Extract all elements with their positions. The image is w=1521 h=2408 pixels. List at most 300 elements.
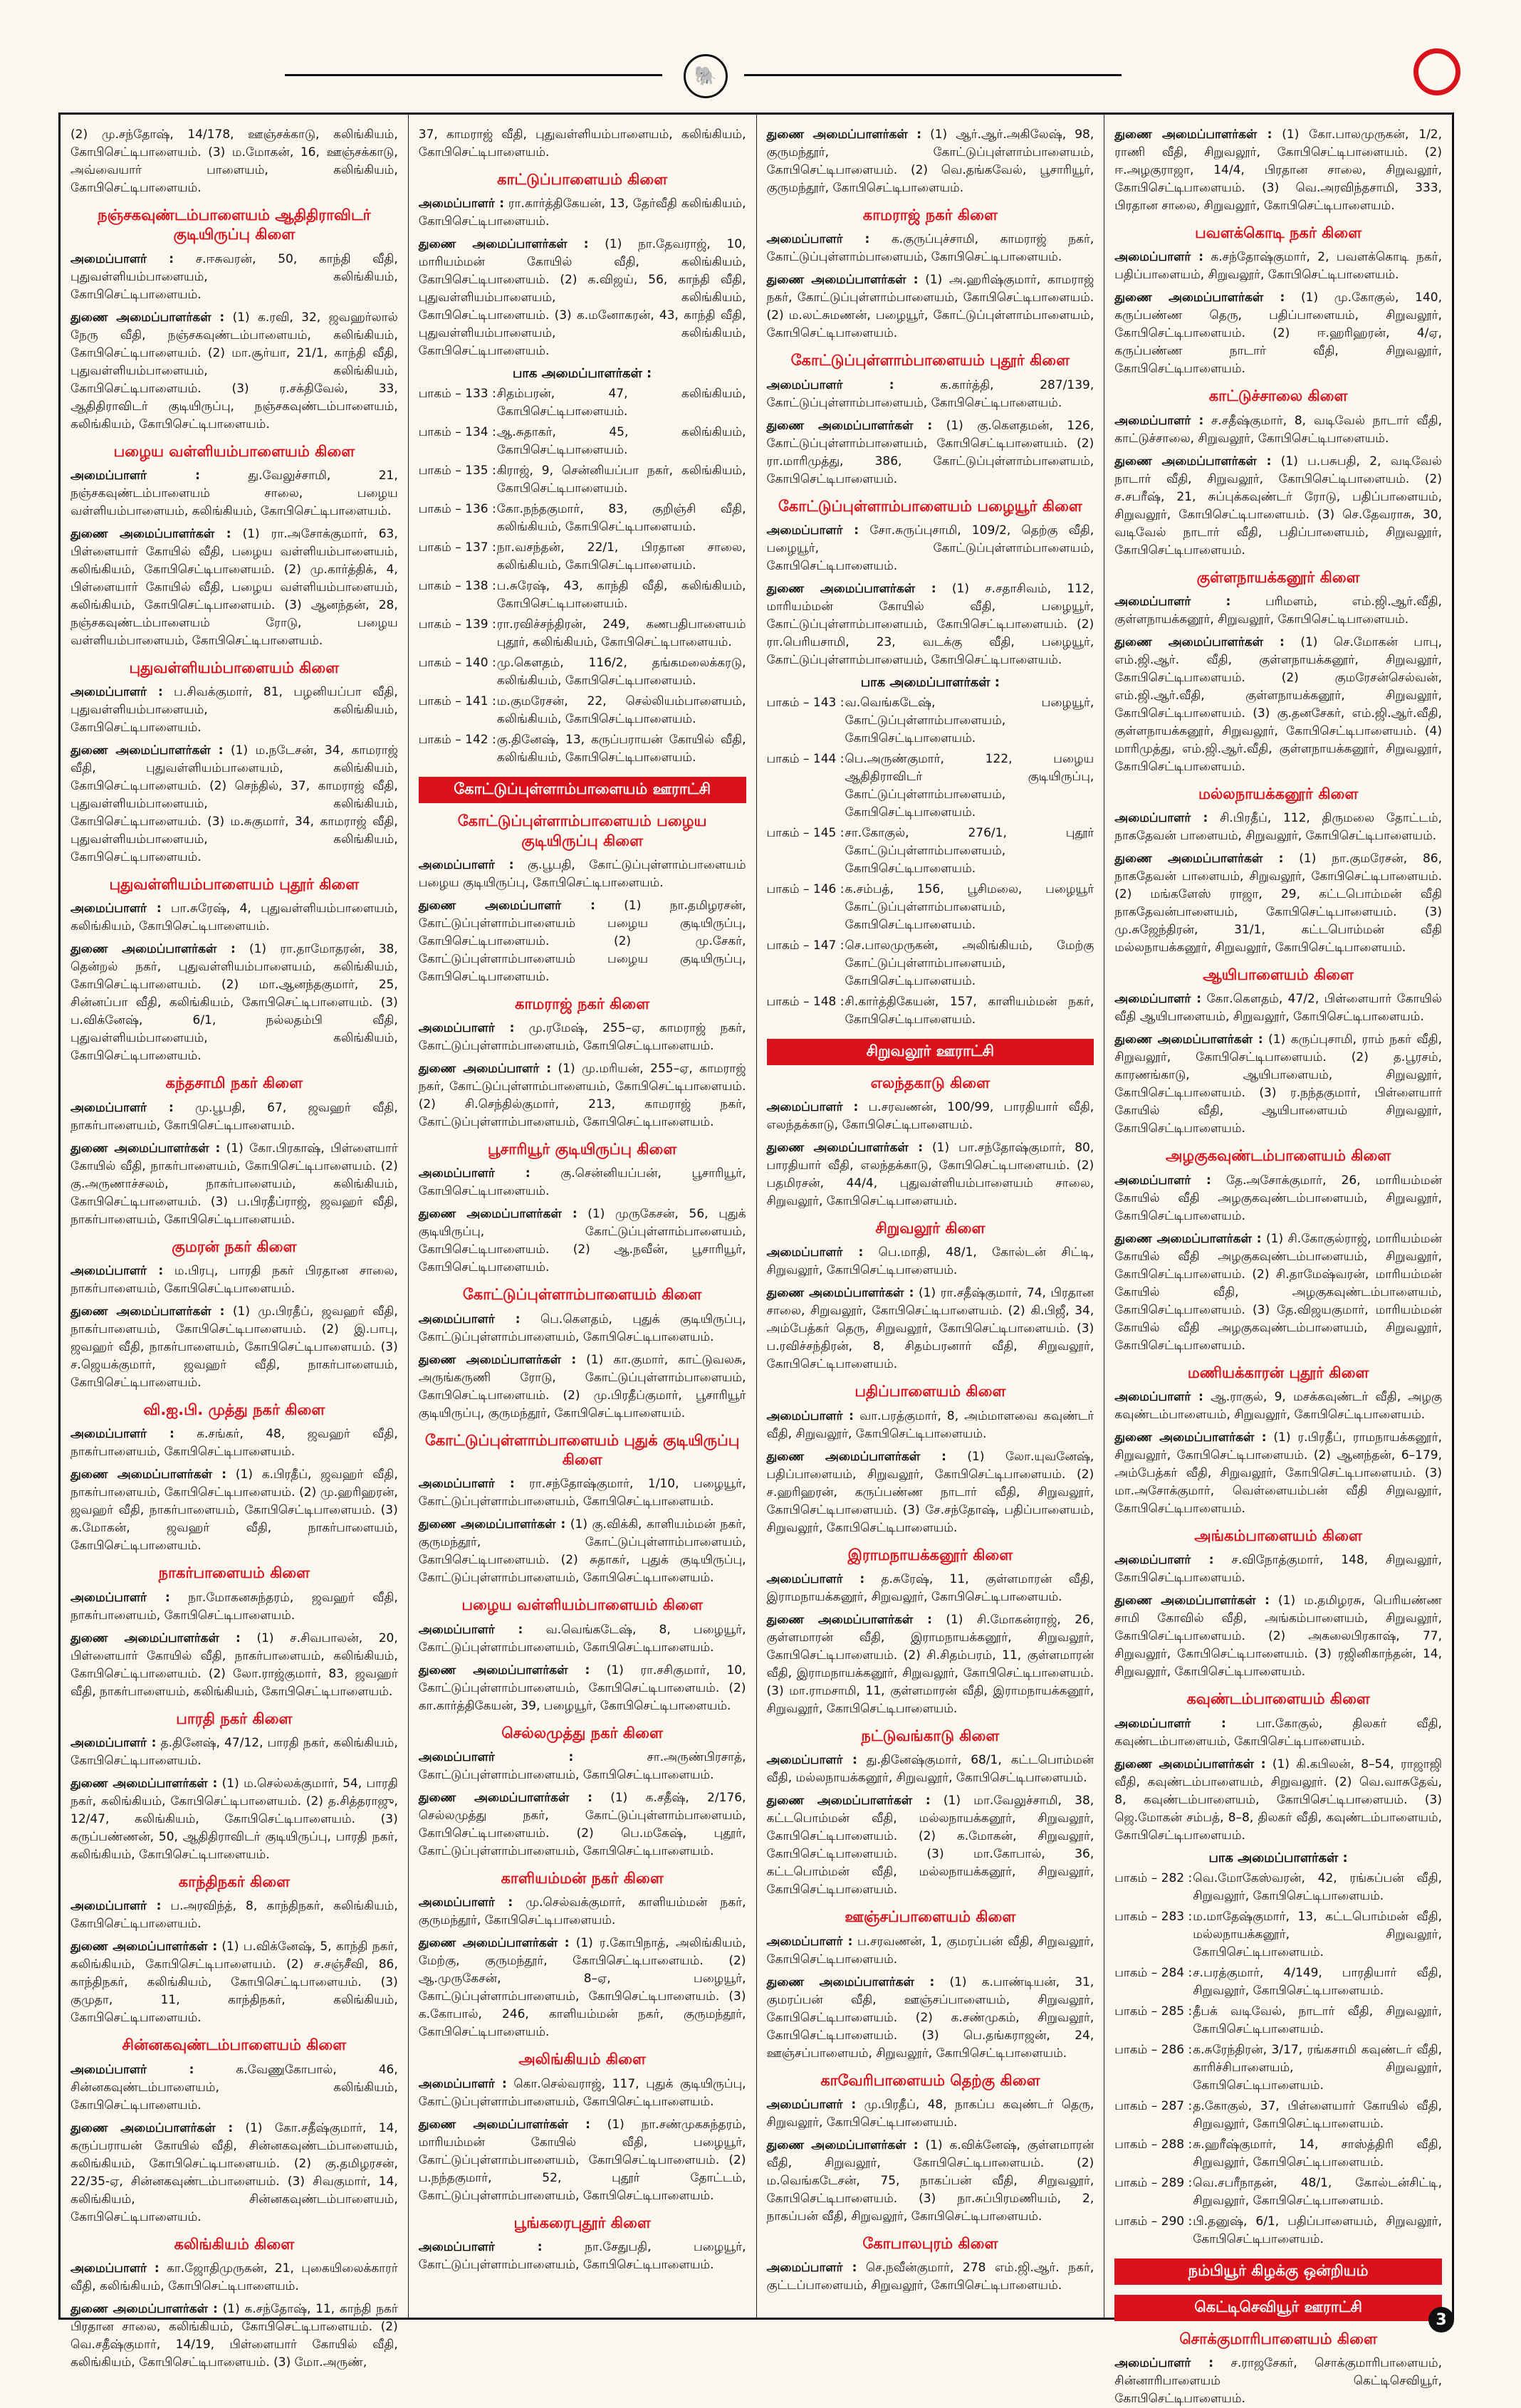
organizer-details: (1) பா.சந்தோஷ்குமார், 80, பாரதியார் வீதி, எலந்தக்காடு, கோபிசெட்டிபாளையம். (2) பதமிரசன், 44/4, புதுவள்ளியம்பாளையம் சாலை, சிறுவலூர், கோபிசெட்டிபாளையம். (766, 1141, 1094, 1209)
role-label: துணை அமைப்பாளர்கள் : (766, 1794, 931, 1808)
organizer-entry (70, 251, 398, 304)
organizer-entry (767, 1244, 1094, 1279)
ward-number: பாகம் – 286 : (1114, 2042, 1193, 2057)
column-1 (61, 115, 409, 2370)
branch-heading: கந்தசாமி நகர் கிளை (165, 1074, 303, 1092)
organizer-details: மு.செல்வக்குமார், காளியம்மன் நகர், குருமந்தூர், கோபிசெட்டிபாளையம். (418, 1895, 746, 1928)
role-label: துணை அமைப்பாளர்கள் : (418, 1790, 592, 1805)
organizer-entry (419, 1894, 746, 1930)
organizer-details: சி.பிரதீப், 112, திருமலை தோட்டம், நாகதேவன் பாளையம், சிறுவலூர், கோபிசெட்டிபாளையம். (1114, 811, 1442, 844)
organizer-entry (70, 309, 398, 434)
role-label: அமைப்பாளர் : (766, 523, 859, 538)
branch-section (767, 497, 1094, 1029)
role-label: அமைப்பாளர் : (70, 901, 162, 916)
ward-number: பாகம் – 143 : (766, 695, 845, 710)
organizer-entry (767, 1099, 1094, 1134)
organizer-entry (70, 2300, 398, 2372)
organizer-details: பரிமளம், எம்.ஜி.ஆர்.வீதி, குள்ளநாயக்கனூர், சிறுவலூர், கோபிசெட்டிபாளையம். (1114, 594, 1442, 627)
organizer-entry (419, 857, 746, 892)
role-label: துணை அமைப்பாளர்கள் : (418, 1663, 590, 1677)
branch-section (1114, 387, 1442, 559)
branch-section (767, 1727, 1094, 1899)
role-label: துணை அமைப்பாளர்கள் : (1114, 852, 1284, 867)
organizer-details: (1) கா.குமார், காட்டுவலசு, அருங்கருணி ரோடு, கோட்டுப்புள்ளாம்பாளையம், கோபிசெட்டிபாளையம். (2) மு.பிரதீப்குமார், பூசாரியூர் குடியிருப்பு, குருமந்தூர், கோபிசெட்டிபாளையம். (418, 1352, 746, 1420)
panchayat-banner: நம்பியூர் கிழக்கு ஒன்றியம் (1114, 2258, 1442, 2285)
organizer-entry (70, 1466, 398, 1555)
organizer-entry (419, 1205, 746, 1277)
ward-organizer: ம.குமரேசன், 22, செல்லியம்பாளையம், கலிங்கியம், கோபிசெட்டிபாளையம். (496, 694, 746, 727)
ward-organizer: ஆ.சுதாகர், 45, கலிங்கியம், கோபிசெட்டிபாளையம். (496, 425, 746, 458)
role-label: துணை அமைப்பாளர்கள் : (1114, 1231, 1262, 1246)
ward-number: பாகம் – 134 : (418, 425, 496, 440)
role-label: துணை அமைப்பாளர்கள் : (70, 1141, 221, 1156)
ward-number: பாகம் – 138 : (418, 579, 496, 594)
role-label: அமைப்பாளர் : (766, 2097, 857, 2112)
role-label: துணை அமைப்பாளர்கள் : (1114, 1032, 1263, 1047)
ward-number: பாகம் – 146 : (766, 881, 845, 896)
ward-organizer: சா.கோகுல், 276/1, புதூர் கோட்டுப்புள்ளாம்பாளையம், கோபிசெட்டிபாளையம். (845, 825, 1094, 876)
role-label: துணை அமைப்பாளர்கள் : (766, 127, 922, 142)
branch-heading: செல்லமுத்து நகர் கிளை (501, 1724, 663, 1742)
organizer-details: (1) மு.மரியன், 255–ஏ, காமராஜ் நகர், கோட்டுப்புள்ளாம்பாளையம், கோபிசெட்டிபாளையம். (2) சி.செந்தில்குமார், 213, காமராஜ் நகர், கோட்டுப்புள்ளாம்பாளையம், கோபிசெட்டிபாளையம். (418, 1062, 746, 1130)
ward-organizer: செ.பாலமுருகன், அலிங்கியம், மேற்கு கோட்டுப்புள்ளாம்பாளையம், கோபிசெட்டிபாளையம். (845, 938, 1094, 988)
ward-organizer: பி.தனுஷ், 6/1, பதிப்பாளையம், சிறுவலூர், கோபிசெட்டிபாளையம். (1193, 2214, 1442, 2246)
branch-heading: பதிப்பாளையம் கிளை (854, 1383, 1006, 1401)
organizer-entry (70, 742, 398, 867)
organizer-details: (1) ம.நடேசன், 34, காமராஜ் வீதி, புதுவள்ளியம்பாளையம், கலிங்கியம், கோபிசெட்டிபாளையம். (2) செந்தில், 37, காமராஜ் வீதி, புதுவள்ளியம்பாளையம், கலிங்கியம், கோபிசெட்டிபாளையம். (3) ம.சுகுமார், 34, காமராஜ் வீதி, புதுவள்ளியம்பாளையம், கலிங்கியம், கோபிசெட்டிபாளையம். (70, 743, 398, 865)
branch-heading: பழைய வள்ளியம்பாளையம் கிளை (461, 1596, 703, 1614)
role-label: துணை அமைப்பாளர்கள் : (766, 273, 919, 288)
branch-heading: சிறுவலூர் கிளை (875, 1220, 986, 1237)
organizer-entry (1114, 990, 1442, 1026)
role-label: அமைப்பாளர் : (766, 2261, 857, 2276)
organizer-details: க.சந்தோஷ்குமார், 2, பவளக்கொடி நகர், பதிப்பாளையம், சிறுவலூர், கோபிசெட்டிபாளையம். (1114, 250, 1443, 283)
organizer-entry (767, 1611, 1094, 1718)
role-label: அமைப்பாளர் : (418, 2239, 543, 2254)
branch-section (419, 777, 746, 803)
organizer-details: மு.ரமேஷ், 255–ஏ, காமராஜ் நகர், கோட்டுப்புள்ளாம்பாளையம், கோபிசெட்டிபாளையம். (418, 1021, 746, 1054)
organizer-details: 37, காமராஜ் வீதி, புதுவள்ளியம்பாளையம், கலிங்கியம், கோபிசெட்டிபாளையம். (418, 127, 746, 159)
branch-heading: புதுவள்ளியம்பாளையம் புதூர் கிளை (109, 876, 360, 894)
organizer-details: கோ.கௌதம், 47/2, பிள்ளையார் கோயில் வீதி ஆயிபாளையம், சிறுவலூர், கோபிசெட்டிபாளையம். (1114, 992, 1443, 1025)
branch-section (70, 659, 398, 867)
ward-row (767, 881, 1094, 934)
organizer-details: நா.மோகனசுந்தரம், ஜவஹர் வீதி, நாகர்பாளையம், கோபிசெட்டிபாளையம். (70, 1590, 398, 1623)
organizer-entry (1114, 126, 1442, 215)
organizer-entry (767, 1408, 1094, 1443)
organizer-details: (1) லோ.யுவனேஷ், பதிப்பாளையம், சிறுவலூர், கோபிசெட்டிபாளையம். (2) ச.ஹரிஹரன், கருப்பண்ண நாடார் வீதி, சிறுவலூர், கோபிசெட்டிபாளையம். (3) சே.சந்தோஷ், பதிப்பாளையம், சிறுவலூர், கோபிசெட்டிபாளையம். (766, 1449, 1094, 1535)
ward-organizers-title: பாக அமைப்பாளர்கள் : (860, 674, 1000, 690)
ward-row (419, 731, 746, 767)
organizer-entry (70, 900, 398, 936)
organizer-details: (1) முருகேசன், 56, புதுக் குடியிருப்பு, கோட்டுப்புள்ளாம்பாளையம், கோபிசெட்டிபாளையம். (2) ஆ.நவீன், பூசாரியூர், கோபிசெட்டிபாளையம். (418, 1207, 746, 1275)
organizer-entry (419, 1516, 746, 1587)
organizer-details: (1) ச.சிவபாலன், 20, பிள்ளையார் கோயில் வீதி, நாகர்பாளையம், கலிங்கியம், கோபிசெட்டிபாளையம். (2) லோ.ராஜ்குமார், 83, ஜவஹர் வீதி, நாகர்பாளையம், கலிங்கியம், கோபிசெட்டிபாளையம். (70, 1630, 398, 1699)
ward-organizers-title: பாக அமைப்பாளர்கள் : (513, 366, 652, 382)
role-label: துணை அமைப்பாளர்கள் : (70, 1940, 218, 1954)
branch-section (70, 1237, 398, 1392)
organizer-entry (1114, 593, 1442, 629)
role-label: துணை அமைப்பாளர்கள் : (70, 1467, 227, 1482)
organizer-entry (767, 417, 1094, 488)
organizer-entry (419, 1749, 746, 1784)
role-label: துணை அமைப்பாளர்கள் : (70, 2301, 218, 2316)
organizer-details: சோ.சுருப்புசாமி, 109/2, தெற்கு வீதி, பழையூர், கோட்டுப்புள்ளாம்பாளையம், கோபிசெட்டிபாளையம். (766, 523, 1094, 573)
role-label: துணை அமைப்பாளர்கள் : (766, 2137, 919, 2152)
ward-row (767, 993, 1094, 1029)
role-label: அமைப்பாளர் : (70, 685, 163, 700)
role-label: துணை அமைப்பாளர் : (418, 1062, 552, 1077)
organizer-details: (1) மு.பிரதீப், ஜவஹர் வீதி, நாகர்பாளையம், கோபிசெட்டிபாளையம். (2) இ.பாபு, ஜவஹர் வீதி, நாகர்பாளையம், கோபிசெட்டிபாளையம். (3) ச.ஜெயக்குமார், ஜவஹர் வீதி, நாகர்பாளையம், கோபிசெட்டிபாளையம். (70, 1304, 398, 1391)
branch-heading: நட்டுவங்காடு கிளை (861, 1727, 1000, 1745)
ward-row (1114, 2213, 1442, 2249)
branch-section (767, 2071, 1094, 2226)
branch-heading: கோட்டுப்புள்ளாம்பாளையம் பழையூர் கிளை (778, 497, 1082, 515)
branch-heading: எலந்தகாடு கிளை (870, 1074, 991, 1092)
organizer-entry (70, 1303, 398, 1392)
organizer-entry (1114, 453, 1442, 560)
organizer-details: (2) மு.சந்தோஷ், 14/178, ஊஞ்சக்காடு, கலிங்கியம், கோபிசெட்டிபாளையம். (3) ம.மோகன், 16, ஊஞ்சக்காடு, அவ்வையார் பாளையம், கலிங்கியம், கோபிசெட்டிபாளையம். (70, 127, 398, 195)
role-label: துணை அமைப்பாளர்கள் : (418, 1352, 577, 1367)
role-label: அமைப்பாளர் : (418, 857, 514, 872)
role-label: அமைப்பாளர் : (766, 1572, 865, 1587)
organizer-details: ப.சரவணன், 100/99, பாரதியார் வீதி, எலந்தக்காடு, கோபிசெட்டிபாளையம். (766, 1100, 1094, 1133)
branch-section (767, 1039, 1094, 1065)
organizer-details: (1) க.பிரதீப், ஜவஹர் வீதி, நாகர்பாளையம், கோபிசெட்டிபாளையம். (2) மு.ஹரிஹரன், ஜவஹர் வீதி, நாகர்பாளையம், கோபிசெட்டிபாளையம். (3) க.மோகன், ஜவஹர் வீதி, நாகர்பாளையம், கோபிசெட்டிபாளையம். (70, 1467, 398, 1554)
organizer-entry (70, 1938, 398, 2027)
ward-row (419, 424, 746, 459)
ward-row (419, 385, 746, 421)
organizer-details: ச.ராஜசேகர், சொக்குமாரிபாளையம், சின்னாரிபாளையம் கெட்டிசெவியூர், கோபிசெட்டிபாளையம். (1114, 2355, 1443, 2406)
ward-organizer: க.சம்பத், 156, பூசிமலை, பழையூர் கோட்டுப்புள்ளாம்பாளையம், கோபிசெட்டிபாளையம். (845, 881, 1094, 932)
branch-section (70, 206, 398, 434)
organizer-entry (1114, 248, 1442, 284)
organizer-details: (1) ரா.சதீஷ்குமார், 74, பிரதான சாலை, சிறுவலூர், கோபிசெட்டிபாளையம். (2) கி.பிஜீ, 34, அம்பேத்கர் தெரு, சிறுவலூர், கோபிசெட்டிபாளையம். (3) ப.ரவிச்சந்திரன், 8, சிதம்பரனார் வீதி, சிறுவலூர், கோபிசெட்டிபாளையம். (766, 1286, 1094, 1372)
organizer-entry (767, 1752, 1094, 1787)
branch-heading: பூங்கரைபுதூர் கிளை (513, 2214, 651, 2231)
role-label: அமைப்பாளர் : (70, 1100, 174, 1115)
organizer-entry (767, 1933, 1094, 1969)
organizer-entry (419, 2116, 746, 2205)
organizer-details: (1) கு.விக்கி, காளியம்மன் நகர், குருமந்தூர், கோட்டுப்புள்ளாம்பாளையம், கோபிசெட்டிபாளையம். (2) சுதாகர், புதுக் குடியிருப்பு, கோட்டுப்புள்ளாம்பாளையம், கோபிசெட்டிபாளையம். (418, 1517, 746, 1586)
role-label: துணை அமைப்பாளர்கள் : (1114, 454, 1272, 468)
organizer-entry (70, 1140, 398, 1229)
branch-section (70, 875, 398, 1065)
organizer-details: பெ.மாதி, 48/1, கோல்டன் சிட்டி, சிறுவலூர், கோபிசெட்டிபாளையம். (766, 1245, 1094, 1278)
organizer-details: (1) கோ.சதீஷ்குமார், 14, கருப்பராயன் கோயில் வீதி, சின்னகவுண்டம்பாளையம், கலிங்கியம், கோபிசெட்டிபாளையம். (2) கு.தமிழரசன், 22/35-ஏ, சின்னகவுண்டம்பாளையம். (3) சிவகுமார், 14, கலிங்கியம், சின்னகவுண்டம்பாளையம், கோபிசெட்டிபாளையம். (70, 2120, 398, 2224)
page-number: 3 (1428, 2307, 1454, 2333)
branch-section (70, 1564, 398, 1700)
branch-heading: புதுவள்ளியம்பாளையம் கிளை (129, 659, 340, 676)
branch-heading: மல்லநாயக்கனூர் கிளை (1198, 785, 1359, 802)
role-label: அமைப்பாளர் : (1114, 1390, 1203, 1405)
organizer-entry (419, 2239, 746, 2274)
branch-section (767, 1382, 1094, 1537)
branch-heading: கோட்டுப்புள்ளாம்பாளையம் புதுக் குடியிருப்பு கிளை (424, 1431, 740, 1469)
organizer-details: (1) மா.வேலுச்சாமி, 38, கட்டபொம்மன் வீதி, மல்லநாயக்கனூர், சிறுவலூர், கோபிசெட்டிபாளையம். (2) க.மோகன், சிறுவலூர், கோபிசெட்டிபாளையம். (3) மா.கோபால், 36, கட்டபொம்மன் வீதி, மல்லநாயக்கனூர், சிறுவலூர், கோபிசெட்டிபாளையம். (766, 1794, 1094, 1897)
panchayat-banner: கெட்டிசெவியூர் ஊராட்சி (1114, 2295, 1442, 2321)
organizer-entry (1114, 810, 1442, 845)
ward-number: பாகம் – 282 : (1114, 1870, 1193, 1885)
organizer-entry (1114, 1388, 1442, 1424)
organizer-entry (419, 1060, 746, 1131)
branch-heading: சொக்குமாரிபாளையம் கிளை (1179, 2330, 1377, 2347)
role-label: துணை அமைப்பாளர்கள் : (1114, 1593, 1270, 1608)
role-label: அமைப்பாளர் : (70, 2261, 160, 2276)
role-label: அமைப்பாளர் : (418, 2076, 507, 2091)
ward-row (1114, 1964, 1442, 2000)
ward-number: பாகம் – 284 : (1114, 1965, 1193, 1980)
organizer-details: ம.பிரபு, பாரதி நகர் பிரதான சாலை, நாகர்பாளையம், கோபிசெட்டிபாளையம். (70, 1264, 398, 1297)
role-label: அமைப்பாளர் : (1114, 811, 1208, 826)
role-label: துணை அமைப்பாளர்கள் : (766, 1141, 924, 1156)
branch-section (419, 1596, 746, 1715)
ward-row (1114, 2136, 1442, 2172)
branch-heading: கோபாலபுரம் கிளை (862, 2234, 998, 2252)
organizer-details: ச.சதீஷ்குமார், 8, வடிவேல் நாடார் வீதி, காட்டுச்சாலை, சிறுவலூர், கோபிசெட்டிபாளையம். (1114, 413, 1442, 446)
header-rule-right (744, 74, 1122, 76)
organizer-entry (70, 1425, 398, 1461)
branch-section (70, 2036, 398, 2226)
branch-section (70, 1401, 398, 1555)
organizer-entry (1114, 1172, 1442, 1225)
organizer-details: (1) ர.கோபிநாத், அலிங்கியம், மேற்கு, குருமந்தூர், கோபிசெட்டிபாளையம். (2) ஆ.முருகேசன், 8–ஏ, பழையூர், கோட்டுப்புள்ளாம்பாளையம், கோபிசெட்டிபாளையம். (3) க.கோபால், 246, காளியம்மன் நகர், குருமந்தூர், கோபிசெட்டிபாளையம். (418, 1936, 746, 2040)
branch-section (419, 995, 746, 1131)
role-label: துணை அமைப்பாளர்கள் : (70, 526, 231, 541)
role-label: அமைப்பாளர் : (1114, 2355, 1214, 2370)
organizer-details: (1) சி.கோகுல்ராஜ், மாரியம்மன் கோயில் வீதி அழகுகவுண்டம்பாளையம், சிறுவலூர், கோபிசெட்டிபாளையம். (2) சி.தாமேஷ்வரன், மாரியம்மன் கோயில் வீதி, அழகுகவுண்டம்பாளையம், கோபிசெட்டிபாளையம். (3) தே.விஜயகுமார், மாரியம்மன் கோயில் வீதி அழகுகவுண்டம்பாளையம், சிறுவலூர், கோபிசெட்டிபாளையம். (1114, 1231, 1443, 1353)
ward-number: பாகம் – 144 : (766, 751, 845, 766)
branch-section (70, 1710, 398, 1864)
organizer-entry (1114, 1429, 1442, 1518)
organizer-entry (1114, 2355, 1442, 2408)
branch-section (1114, 126, 1442, 215)
branch-heading: காமராஜ் நகர் கிளை (862, 206, 998, 224)
role-label: துணை அமைப்பாளர்கள் : (766, 1613, 932, 1628)
role-label: துணை அமைப்பாளர்கள் : (70, 1304, 225, 1319)
ward-row (767, 825, 1094, 878)
organizer-details: (1) கோ.பாலமுருகன், 1/2, ராணி வீதி, சிறுவலூர், கோபிசெட்டிபாளையம். (2) ஈ.அழகுராஜா, 14/4, பிரதான சாலை, சிறுவலூர், கோபிசெட்டிபாளையம். (3) வெ.அரவிந்தசாமி, 333, பிரதான சாலை, சிறுவலூர், கோபிசெட்டிபாளையம். (1114, 127, 1443, 213)
role-label: துணை அமைப்பாளர்கள் : (418, 1517, 566, 1532)
organizer-details: க.சங்கர், 48, ஜவஹர் வீதி, நாகர்பாளையம், கோபிசெட்டிபாளையம். (70, 1427, 398, 1460)
role-label: துணை அமைப்பாளர்கள் : (766, 1449, 946, 1464)
role-label: துணை அமைப்பாளர்கள் : (70, 2120, 234, 2135)
organizer-entry (767, 522, 1094, 575)
ward-organizer: சி.கார்த்திகேயன், 157, காளியம்மன் நகர், கோபிசெட்டிபாளையம். (845, 994, 1094, 1027)
branch-heading: குள்ளநாயக்கனூர் கிளை (1196, 568, 1360, 586)
organizer-entry (767, 377, 1094, 412)
role-label: துணை அமைப்பாளர்கள் : (1114, 1430, 1267, 1445)
branch-section (767, 206, 1094, 342)
organizer-details: பெ.கௌதம், புதுக் குடியிருப்பு, கோட்டுப்புள்ளாம்பாளையம், கோபிசெட்டிபாளையம். (418, 1312, 746, 1344)
organizer-entry (419, 1789, 746, 1860)
branch-heading: பழைய வள்ளியம்பாளையம் கிளை (113, 442, 355, 460)
organizer-details: (1) ப.விக்னேஷ், 5, காந்தி நகர், கலிங்கியம், கோபிசெட்டிபாளையம். (2) ச.சஞ்சீவி, 86, காந்திநகர், கலிங்கியம், கோபிசெட்டிபாளையம். (3) குமுதா, 11, காந்திநகர், கலிங்கியம், கோபிசெட்டிபாளையம். (70, 1940, 398, 2026)
branch-section (1114, 2258, 1442, 2285)
ward-number: பாகம் – 135 : (418, 464, 496, 478)
organizer-entry (70, 525, 398, 650)
role-label: அமைப்பாளர் : (70, 2062, 194, 2077)
organizer-entry (1114, 1230, 1442, 1355)
ward-organizer: வெ.சபரீநாதன், 48/1, கோல்டன்சிட்டி, சிறுவலூர், கோபிசெட்டிபாளையம். (1193, 2175, 1442, 2208)
branch-section (419, 1140, 746, 1277)
ward-organizer: நா.வசந்தன், 22/1, பிரதான சாலை, கலிங்கியம், கோபிசெட்டிபாளையம். (496, 540, 746, 573)
branch-section (419, 812, 746, 986)
role-label: துணை அமைப்பாளர்கள் : (1114, 1757, 1266, 1771)
organizer-entry (419, 1020, 746, 1055)
organizer-entry (70, 2120, 398, 2226)
organizer-details: கா.ஜோதிமுருகன், 21, புகையிலைக்காரர் வீதி, கலிங்கியம், கோபிசெட்டிபாளையம். (70, 2261, 398, 2293)
role-label: அமைப்பாளர் : (70, 1899, 162, 1914)
ward-number: பாகம் – 136 : (418, 502, 496, 517)
role-label: துணை அமைப்பாளர்கள் : (70, 1776, 218, 1791)
organizer-details: ப.சரவணன், 1, குமரப்பன் வீதி, சிறுவலூர், கோபிசெட்டிபாளையம். (766, 1934, 1094, 1967)
organizer-details: க.வேணுகோபால், 46, சின்னகவுண்டம்பாளையம், கலிங்கியம், கோபிசெட்டிபாளையம். (70, 2062, 398, 2113)
ward-row (1114, 2041, 1442, 2095)
role-label: துணை அமைப்பாளர்கள் : (418, 1936, 570, 1951)
ward-row (1114, 1870, 1442, 1905)
branch-section (767, 351, 1094, 488)
branch-heading: கோட்டுப்புள்ளாம்பாளையம் புதூர் கிளை (790, 352, 1070, 370)
organizer-details: க.குருப்புச்சாமி, காமராஜ் நகர், கோட்டுப்புள்ளாம்பாளையம், கோபிசெட்டிபாளையம். (766, 232, 1094, 265)
branch-heading: வி.ஐ.பி. முத்து நகர் கிளை (143, 1401, 325, 1419)
ward-row (419, 539, 746, 575)
organizer-details: (1) சி.மோகன்ராஜ், 26, குள்ளமாரன் வீதி, இராமநாயக்கனூர், சிறுவலூர், கோபிசெட்டிபாளையம். (2) சி.சிதம்பரம், 11, குள்ளமாரன் வீதி, இராமநாயக்கனூர், சிறுவலூர், கோபிசெட்டிபாளையம். (3) மா.ராமசாமி, 11, குள்ளமாரன் வீதி, இராமநாயக்கனூர், சிறுவலூர், கோபிசெட்டிபாளையம். (766, 1613, 1094, 1717)
ward-row (767, 937, 1094, 990)
branch-heading: நாகர்பாளையம் கிளை (158, 1564, 310, 1582)
branch-heading: ஆயிபாளையம் கிளை (1203, 966, 1354, 984)
organizer-details: செ.நவீன்குமார், 278 எம்.ஜி.ஆர். நகர், குட்டப்பாளையம், சிறுவலூர், கோபிசெட்டிபாளையம். (766, 2261, 1094, 2293)
branch-section (70, 126, 398, 197)
ward-organizer: ச.பரத்குமார், 4/149, பாரதியார் வீதி, சிறுவலூர், கோபிசெட்டிபாளையம். (1193, 1965, 1442, 1998)
organizer-details: (1) ம.தமிழரசு, பெரியண்ண சாமி கோவில் வீதி, அங்கம்பாளையம், சிறுவலூர், கோபிசெட்டிபாளையம். (2) அகலைபிரகாஷ், 77, சிறுவலூர், கோபிசெட்டிபாளையம். (3) ரஜினிகாந்தன், 14, சிறுவலூர், கோபிசெட்டிபாளையம். (1114, 1593, 1442, 1680)
organizer-details: (1) கருப்புசாமி, ராம் நகர் வீதி, சிறுவலூர், கோபிசெட்டிபாளையம். (2) த.பூரசம், காரணங்காடு, ஆயிபாளையம், சிறுவலூர், கோபிசெட்டிபாளையம். (3) ர.நந்தகுமார், பிள்ளையார் கோயில் வீதி, ஆயிபாளையம் சிறுவலூர், கோபிசெட்டிபாளையம். (1114, 1032, 1443, 1136)
organizer-entry (767, 2259, 1094, 2295)
organizer-entry (70, 2061, 398, 2115)
role-label: அமைப்பாளர் : (418, 1312, 521, 1326)
organizer-entry (1114, 1551, 1442, 1587)
branch-heading: காட்டுப்பாளையம் கிளை (497, 171, 668, 188)
organizer-entry (419, 2075, 746, 2111)
organizer-entry (419, 1621, 746, 1657)
organizer-details: ப.அரவிந்த், 8, காந்திநகர், கலிங்கியம், கோபிசெட்டிபாளையம். (70, 1899, 398, 1932)
organizer-details: ரா.கார்த்திகேயன், 13, தேர்வீதி கலிங்கியம், கோபிசெட்டிபாளையம். (418, 197, 746, 229)
ward-organizer: கு.தினேஷ், 13, கருப்பராயன் கோயில் வீதி, கலிங்கியம், கோபிசெட்டிபாளையம். (496, 733, 746, 765)
newspaper-page (58, 112, 1454, 2406)
branch-section (767, 1546, 1094, 1718)
organizer-entry (419, 126, 746, 162)
organizer-entry (1114, 1715, 1442, 1751)
column-3 (757, 115, 1105, 2318)
organizer-details: (1) கோ.பிரகாஷ், பிள்ளையார் கோயில் வீதி, நாகர்பாளையம், கோபிசெட்டிபாளையம். (2) கு.அருணாச்சலம், நாகர்பாளையம், கலிங்கியம், கோபிசெட்டிபாளையம். (3) ப.பிரதீப்ராஜ், ஜவஹர் வீதி, நாகர்பாளையம், கோபிசெட்டிபாளையம். (70, 1141, 398, 1227)
organizer-details: (1) க.பாண்டியன், 31, குமரப்பன் வீதி, ஊஞ்சப்பாளையம், சிறுவலூர், கோபிசெட்டிபாளையம். (2) க.சண்முகம், சிறுவலூர், கோபிசெட்டிபாளையம். (3) பெ.தங்கராஜன், 24, ஊஞ்சப்பாளையம், சிறுவலூர், கோபிசெட்டிபாளையம். (766, 1974, 1094, 2061)
organizer-details: (1) நா.தமிழரசன், கோட்டுப்புள்ளாம்பாளையம் பழைய குடியிருப்பு, கோபிசெட்டிபாளையம். (2) மு.சேகர், கோட்டுப்புள்ளாம்பாளையம் பழைய குடியிருப்பு, கோபிசெட்டிபாளையம். (418, 898, 746, 984)
organizer-details: (1) நா.குமரேசன், 86, நாகதேவன் பாளையம், சிறுவலூர், கோபிசெட்டிபாளையம். (2) மங்களேஸ் ராஜா, 29, கட்டபொம்மன் வீதி நாகதேவன்பாளையம், கோபிசெட்டிபாளையம். (3) மு.சுஜேந்திரன், 31/1, கட்டபொம்மன் வீதி மல்லநாயக்கனூர், சிறுவலூர், கோபிசெட்டிபாளையம். (1114, 852, 1443, 956)
branch-section (1114, 568, 1442, 776)
organizer-details: (1) கு.கௌதமன், 126, கோட்டுப்புள்ளாம்பாளையம், கோபிசெட்டிபாளையம். (2) ரா.மாரிமுத்து, 386, கோட்டுப்புள்ளாம்பாளையம், கோபிசெட்டிபாளையம். (766, 418, 1094, 486)
organizer-entry (419, 1311, 746, 1346)
branch-heading: அங்கம்பாளையம் கிளை (1194, 1527, 1362, 1545)
branch-heading: கோட்டுப்புள்ளாம்பாளையம் கிளை (462, 1286, 702, 1304)
ward-number: பாகம் – 290 : (1114, 2214, 1193, 2229)
ward-row (419, 693, 746, 728)
organizer-entry (1114, 634, 1442, 776)
role-label: அமைப்பாளர் : (70, 1427, 174, 1442)
organizer-entry (419, 195, 746, 231)
organizer-entry (767, 231, 1094, 266)
branch-section (1114, 2330, 1442, 2408)
role-label: துணை அமைப்பாளர் : (418, 898, 595, 913)
ward-number: பாகம் – 288 : (1114, 2137, 1193, 2152)
branch-heading: காட்டுச்சாலை கிளை (1208, 387, 1348, 405)
branch-section (767, 2234, 1094, 2295)
organizer-entry (419, 1165, 746, 1200)
organizer-entry (70, 2260, 398, 2296)
organizer-details: மு.பிரதீப், 48, நாகப்ப கவுண்டர் தெரு, சிறுவலூர், கோபிசெட்டிபாளையம். (766, 2097, 1094, 2130)
branch-heading: காளியம்மன் நகர் கிளை (501, 1869, 664, 1887)
ward-number: பாகம் – 147 : (766, 938, 845, 953)
branch-heading: சின்னகவுண்டம்பாளையம் கிளை (122, 2036, 347, 2054)
branch-heading: பவளக்கொடி நகர் கிளை (1195, 224, 1362, 241)
ward-organizer: சு.ஹரீஷ்குமார், 14, சாஸ்த்திரி வீதி, சிறுவலூர், கோபிசெட்டிபாளையம். (1193, 2137, 1442, 2169)
role-label: அமைப்பாளர் : (766, 1934, 853, 1949)
organizer-entry (767, 1571, 1094, 1606)
ward-organizer: கிராஜ், 9, சென்னியப்பா நகர், கலிங்கியம், கோபிசெட்டிபாளையம். (496, 464, 746, 496)
organizer-details: (1) கி.கபிலன், 8–54, ராஜாஜி வீதி, கவுண்டம்பாளையம், சிறுவலூர். (2) வெ.வாசுதேவ், 8, கவுண்டம்பாளையம், கோபிசெட்டிபாளையம். (3) ஜெ.மோகன் சம்பத், 8–8, திலகர் வீதி, கவுண்டம்பாளையம், கோபிசெட்டிபாளையம். (1114, 1757, 1443, 1843)
ward-organizer: த.கோகுல், 37, பிள்ளையார் கோயில் வீதி, சிறுவலூர், கோபிசெட்டிபாளையம். (1193, 2098, 1442, 2131)
role-label: துணை அமைப்பாளர்கள் : (418, 1207, 577, 1222)
branch-heading: கலிங்கியம் கிளை (174, 2235, 295, 2253)
role-label: அமைப்பாளர் : (766, 1100, 859, 1115)
organizer-details: கு.பூபதி, கோட்டுப்புள்ளாம்பாளையம் பழைய குடியிருப்பு, கோபிசெட்டிபாளையம். (418, 857, 746, 890)
role-label: துணை அமைப்பாளர்கள் : (766, 581, 936, 596)
ward-organizer: கோ.நந்தகுமார், 83, குறிஞ்சி வீதி, கலிங்கியம், கோபிசெட்டிபாளையம். (496, 502, 746, 535)
role-label: துணை அமைப்பாளர்கள் : (766, 418, 933, 433)
branch-heading: அழகுகவுண்டம்பாளையம் கிளை (1165, 1147, 1391, 1165)
ward-row (1114, 2174, 1442, 2210)
role-label: அமைப்பாளர் : (418, 197, 504, 211)
branch-section (767, 1907, 1094, 2062)
ward-number: பாகம் – 148 : (766, 994, 845, 1009)
organizer-entry (419, 236, 746, 360)
ward-organizer: பெ.அருண்குமார், 122, பழைய ஆதிதிராவிடர் குடியிருப்பு, கோட்டுப்புள்ளாம்பாளையம், கோபிசெட்டிபாளையம். (845, 751, 1094, 820)
organizer-entry (767, 580, 1094, 669)
organizer-details: (1) ப.பசுபதி, 2, வடிவேல் நாடார் வீதி, சிறுவலூர், கோபிசெட்டிபாளையம். (2) ச.சபரீஷ், 21, சுப்புக்கவுண்டர் ரோடு, பதிப்பாளையம், சிறுவலூர், கோபிசெட்டிபாளையம். (3) செ.தேவராசு, 30, வடிவேல் நாடார் வீதி, பதிப்பாளையம், சிறுவலூர், கோபிசெட்டிபாளையம். (1114, 454, 1443, 557)
branch-section (419, 2050, 746, 2204)
branch-section (1114, 224, 1442, 378)
organizer-entry (70, 1775, 398, 1864)
branch-heading: காவேரிபாளையம் தெற்கு கிளை (820, 2071, 1040, 2089)
column-4 (1104, 115, 1452, 2406)
role-label: அமைப்பாளர் : (766, 1408, 854, 1423)
organizer-entry (419, 1475, 746, 1511)
ward-number: பாகம் – 139 : (418, 617, 496, 632)
branch-heading: காமராஜ் நகர் கிளை (515, 995, 650, 1012)
organizer-entry (1114, 412, 1442, 448)
role-label: அமைப்பாளர் : (70, 1264, 164, 1279)
organizer-details: வா.பரத்குமார், 8, அம்மாளவை கவுண்டர் வீதி, சிறுவலூர், கோபிசெட்டிபாளையம். (766, 1408, 1094, 1441)
organizer-entry (767, 2096, 1094, 2132)
role-label: அமைப்பாளர் : (70, 1590, 170, 1605)
ward-row (767, 750, 1094, 822)
elephant-emblem-icon: 🐘 (684, 54, 728, 98)
ward-organizer: வ.வெங்கடேஷ், பழையூர், கோட்டுப்புள்ளாம்பாளையம், கோபிசெட்டிபாளையம். (845, 695, 1094, 745)
organizer-details: ரா.சந்தோஷ்குமார், 1/10, பழையூர், கோட்டுப்புள்ளாம்பாளையம், கோபிசெட்டிபாளையம். (418, 1477, 746, 1509)
ward-organizer: ரா.ரவிச்சந்திரன், 249, கணபதிபாளையம் புதூர், கலிங்கியம், கோபிசெட்டிபாளையம். (496, 617, 746, 650)
organizer-details: (1) அ.ஹரிஷ்குமார், காமராஜ் நகர், கோட்டுப்புள்ளாம்பாளையம், கோபிசெட்டிபாளையம். (2) ம.லட்சுமணன், பழையூர், கோட்டுப்புள்ளாம்பாளையம், கோபிசெட்டிபாளையம். (766, 273, 1094, 341)
organizer-entry (767, 2137, 1094, 2226)
organizer-details: த.சுரேஷ், 11, குள்ளமாரன் வீதி, இராமநாயக்கனூர், சிறுவலூர், கோபிசெட்டிபாளையம். (766, 1572, 1094, 1605)
